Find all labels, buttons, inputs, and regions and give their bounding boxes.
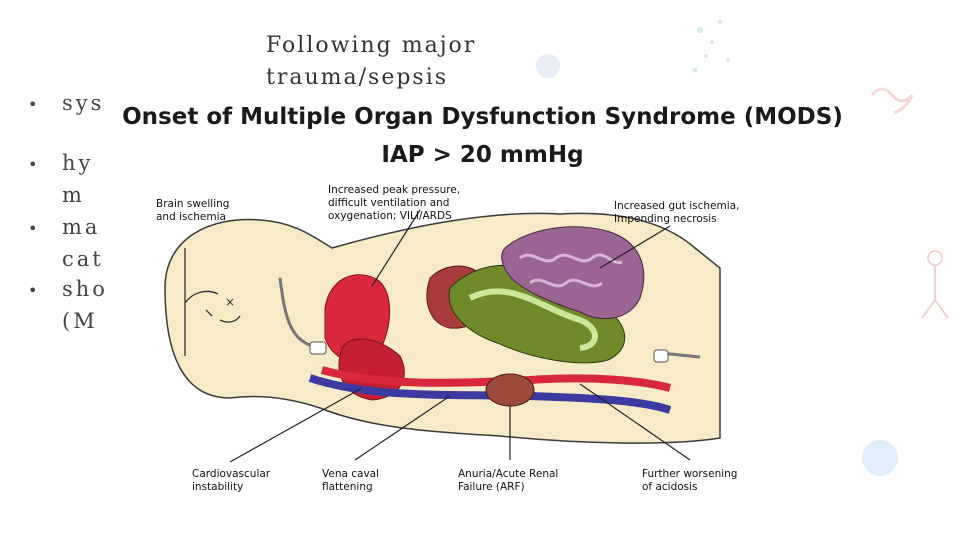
- right-tube-clip: [654, 350, 668, 362]
- brain-label: Brain swelling and ischemia: [156, 198, 230, 223]
- mods-figure: [110, 98, 855, 510]
- body-outline: [165, 213, 720, 443]
- bullet-continuation: (M: [62, 309, 98, 333]
- dots-cluster-decoration: [693, 20, 731, 73]
- bullet-text: hy: [62, 151, 94, 175]
- bullet-text: sho: [62, 277, 108, 301]
- renal-label: Anuria/Acute Renal Failure (ARF): [458, 468, 559, 493]
- bullet-dot-icon: •: [28, 155, 41, 174]
- cardio-label: Cardiovascular instability: [192, 468, 271, 493]
- bullet-continuation: m: [62, 183, 85, 207]
- blue-virus-decoration: [862, 440, 898, 476]
- gut-label: Increased gut ischemia, Impending necrosis: [614, 200, 740, 225]
- eye-mark: ×: [225, 295, 236, 309]
- tube-clip: [310, 342, 326, 354]
- bullet-text: ma: [62, 215, 101, 239]
- body-illustration: [110, 98, 855, 510]
- bullet-continuation: cat: [62, 247, 104, 271]
- kidney-organ: [486, 374, 534, 406]
- bullet-dot-icon: •: [28, 281, 41, 300]
- lungs-label: Increased peak pressure, difficult ventilation and oxygenation; VILI/ARDS: [328, 184, 461, 222]
- ribbon-decoration: [872, 89, 912, 113]
- bullet-dot-icon: •: [28, 95, 41, 114]
- figure-title: Onset of Multiple Organ Dysfunction Syndrome (MODS): [122, 104, 843, 130]
- figure-subtitle: IAP > 20 mmHg: [381, 142, 584, 168]
- bullet-dot-icon: •: [28, 219, 41, 238]
- vena-label: Vena caval flattening: [322, 468, 380, 493]
- slide-title: Following major trauma/sepsis: [266, 33, 477, 90]
- phage-decoration: [922, 251, 948, 318]
- acidosis-label: Further worsening of acidosis: [642, 468, 738, 493]
- bullet-text: sys: [62, 91, 105, 115]
